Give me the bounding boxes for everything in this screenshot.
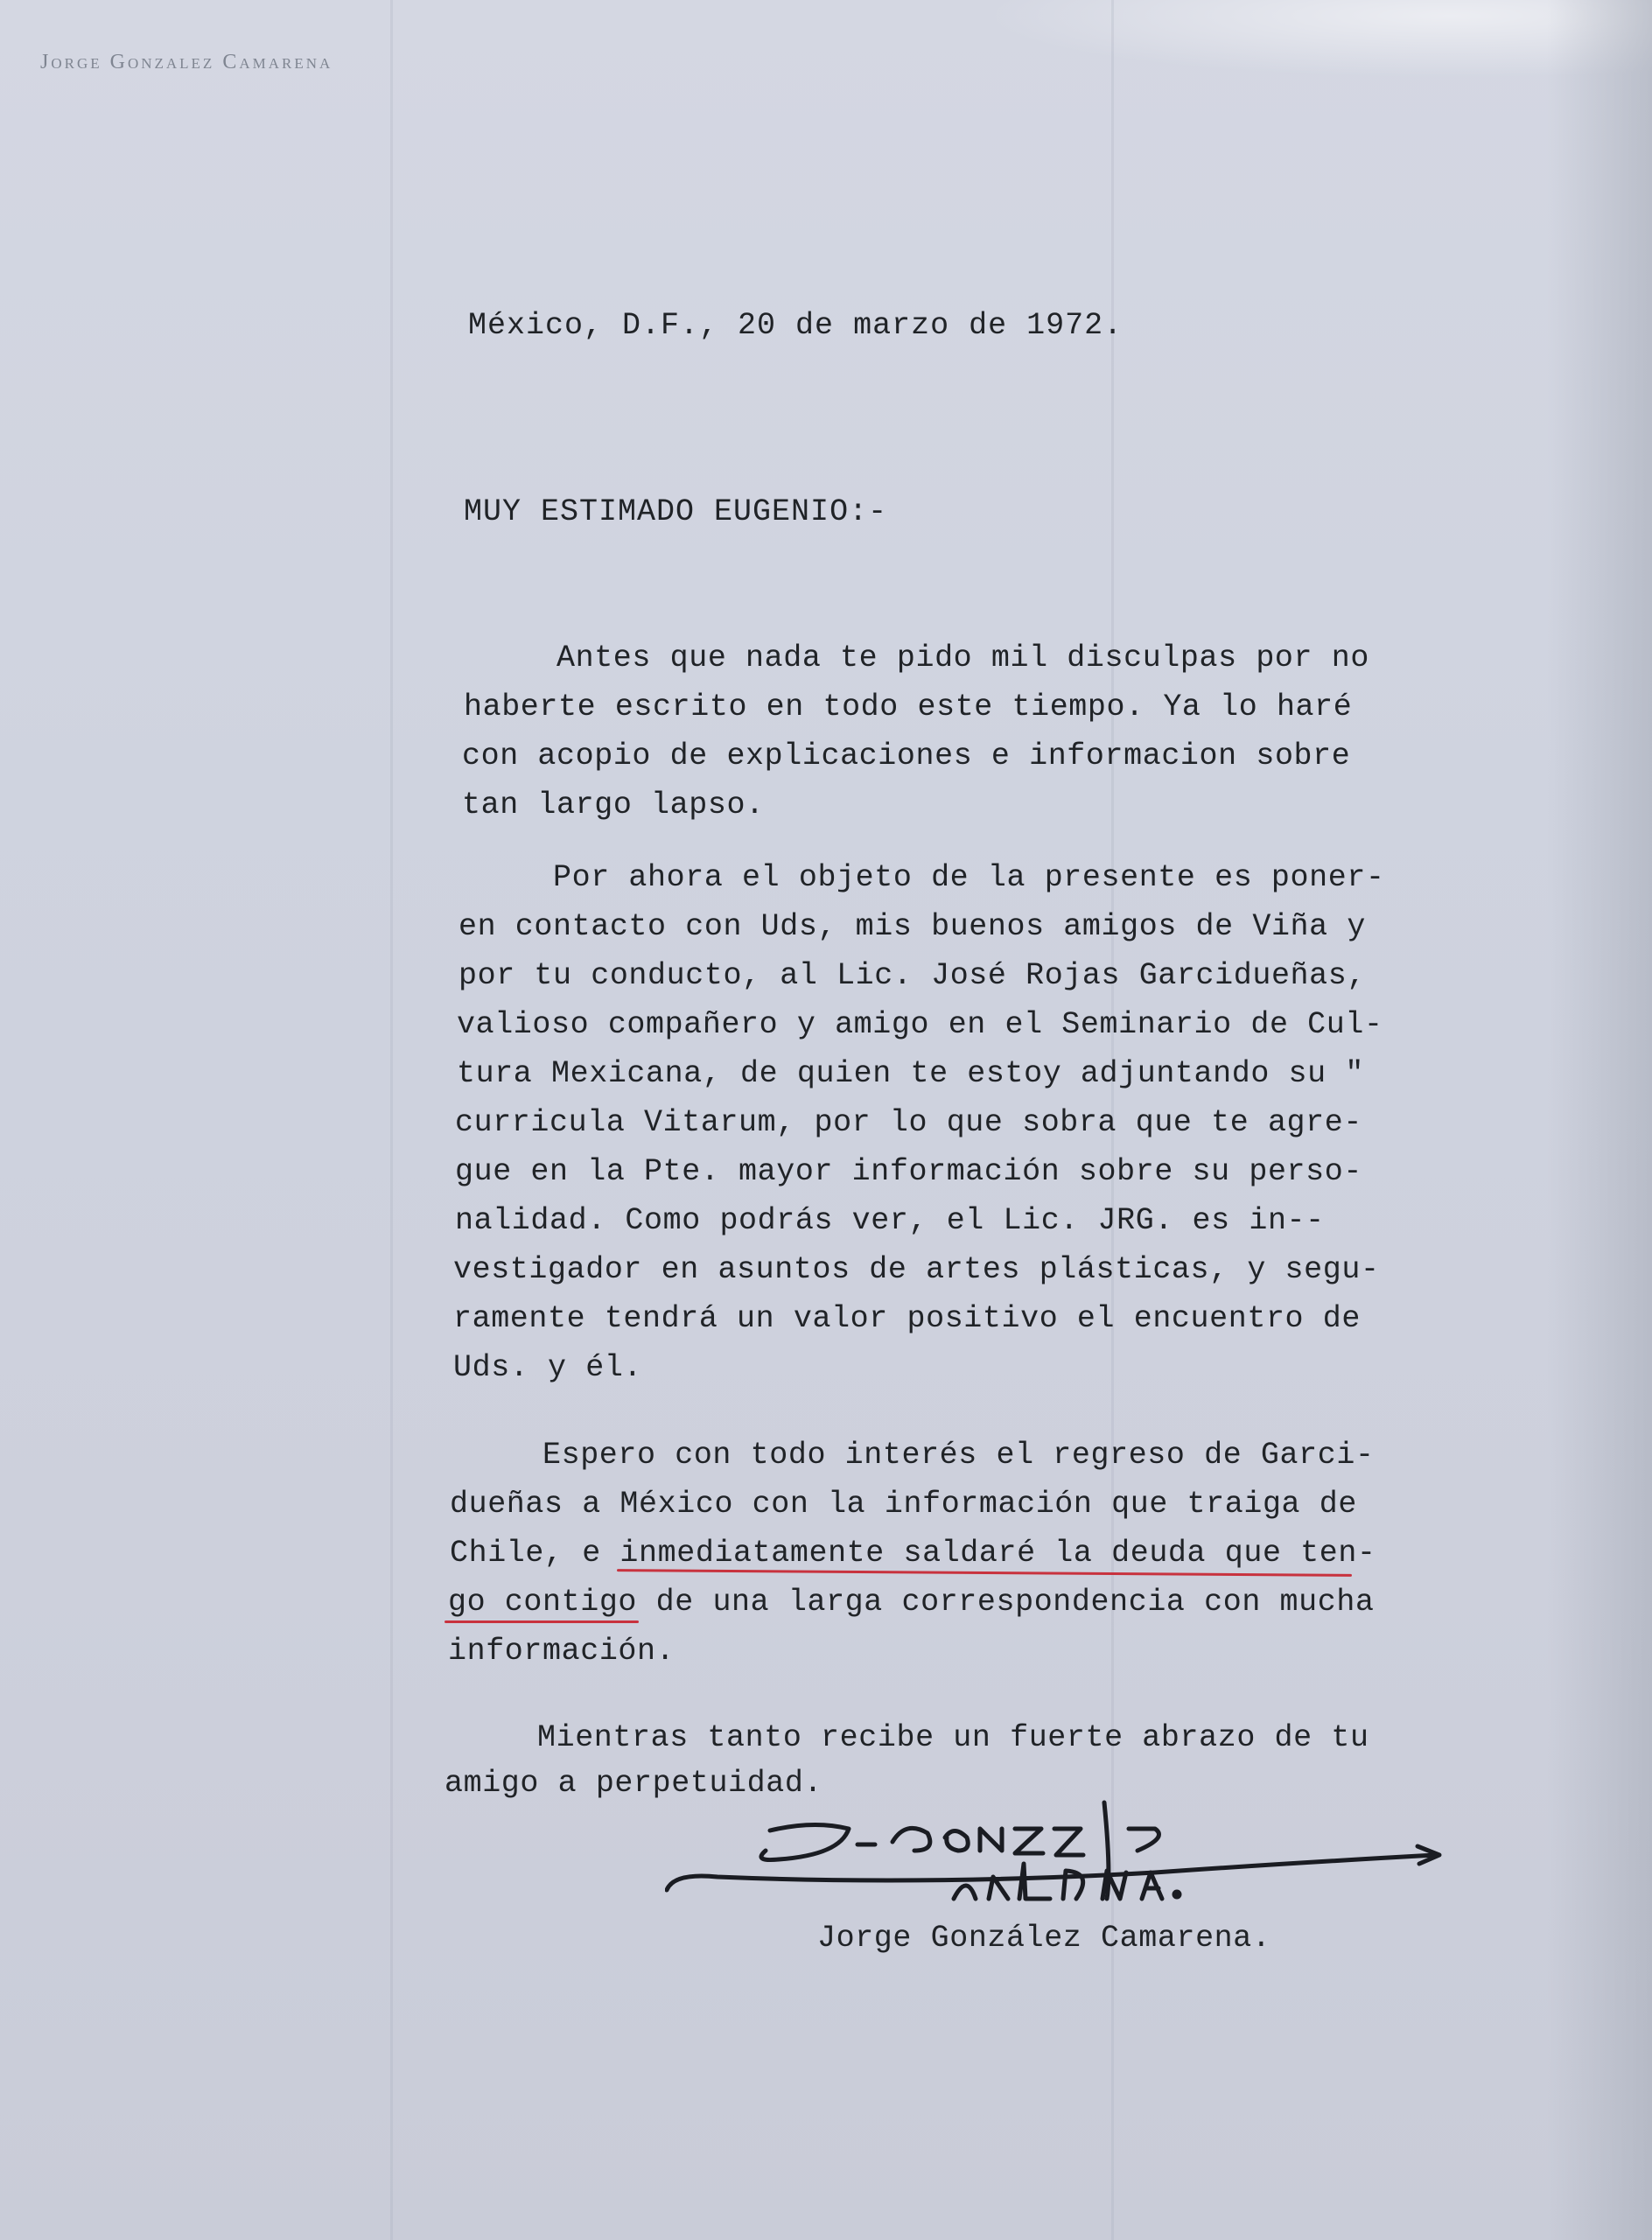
paragraph-2-line: en contacto con Uds, mis buenos amigos de Viña y <box>458 909 1366 944</box>
paper-edge-shadow <box>1547 0 1652 2240</box>
paragraph-2-line: ramente tendrá un valor positivo el encuentro de <box>453 1301 1361 1336</box>
paragraph-2-line: por tu conducto, al Lic. José Rojas Garcidueñas, <box>458 958 1366 993</box>
paragraph-1-line: tan largo lapso. <box>462 788 765 822</box>
closing-line: amigo a perpetuidad. <box>444 1766 823 1801</box>
letterhead: Jorge Gonzalez Camarena <box>40 51 333 74</box>
paragraph-2-line: valioso compañero y amigo en el Seminario de Cul- <box>457 1007 1383 1042</box>
paragraph-2-line: Uds. y él. <box>453 1350 643 1385</box>
paragraph-3-line: go contigo de una larga correspondencia con mucha <box>448 1585 1375 1620</box>
paper-fold-line <box>390 0 393 2240</box>
paragraph-1-line: haberte escrito en todo este tiempo. Ya lo haré <box>464 690 1353 724</box>
paragraph-2-line: curricula Vitarum, por lo que sobra que te agre- <box>455 1105 1362 1140</box>
paragraph-2-line: tura Mexicana, de quien te estoy adjuntando su " <box>457 1056 1364 1091</box>
paragraph-3-line: dueñas a México con la información que traiga de <box>450 1487 1357 1522</box>
paragraph-3-line: Chile, e inmediatamente saldaré la deuda que ten- <box>450 1536 1376 1571</box>
paragraph-3-line: Espero con todo interés el regreso de Garci- <box>542 1438 1375 1473</box>
paragraph-2-line: Por ahora el objeto de la presente es poner- <box>553 860 1385 895</box>
paragraph-1-line: con acopio de explicaciones e informacion sobre <box>462 738 1351 774</box>
closing-line: Mientras tanto recibe un fuerte abrazo de tu <box>537 1720 1369 1755</box>
typed-signature-name: Jorge González Camarena. <box>817 1921 1271 1956</box>
place-date: México, D.F., 20 de marzo de 1972. <box>468 308 1124 343</box>
red-pen-underline <box>444 1620 639 1623</box>
paragraph-2-line: nalidad. Como podrás ver, el Lic. JRG. es in-- <box>455 1203 1325 1238</box>
paragraph-1-line: Antes que nada te pido mil disculpas por no <box>556 640 1369 676</box>
salutation: MUY ESTIMADO EUGENIO:- <box>464 494 888 529</box>
paragraph-3-line: información. <box>448 1634 676 1669</box>
paragraph-2-line: gue en la Pte. mayor información sobre su perso- <box>455 1154 1362 1189</box>
paragraph-2-line: vestigador en asuntos de artes plásticas, y segu- <box>453 1252 1380 1287</box>
